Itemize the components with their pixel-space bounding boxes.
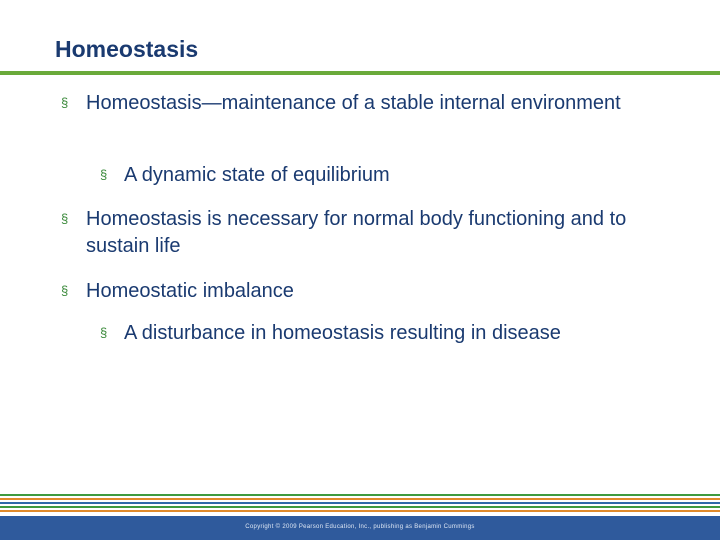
bullet-text: Homeostasis is necessary for normal body functioning and to sustain life — [86, 208, 627, 257]
footer-band — [0, 516, 720, 540]
bullet-text: Homeostasis—maintenance of a stable internal environment — [86, 92, 621, 114]
bullet-text: Homeostatic imbalance — [86, 280, 294, 302]
sub-bullet-item — [100, 320, 644, 347]
copyright-text: Copyright © 2009 Pearson Education, Inc., publishing as Benjamin Cummings — [245, 524, 475, 530]
footer-stripe — [0, 506, 720, 508]
footer-stripes — [0, 494, 720, 516]
bullet-item — [61, 90, 646, 117]
bullet-marker-icon: § — [100, 325, 108, 340]
sub-bullet-item — [100, 162, 624, 189]
bullet-text: A disturbance in homeostasis resulting in disease — [124, 322, 561, 344]
title-underline — [0, 71, 720, 75]
bullet-marker-icon: § — [61, 211, 69, 226]
bullet-text: A dynamic state of equilibrium — [124, 164, 390, 186]
footer-stripe — [0, 498, 720, 500]
slide-title: Homeostasis — [55, 36, 199, 62]
bullet-item — [61, 206, 646, 260]
bullet-marker-icon: § — [61, 95, 69, 110]
bullet-marker-icon: § — [61, 283, 69, 298]
bullet-item — [61, 278, 646, 305]
footer-stripe — [0, 510, 720, 512]
bullet-marker-icon: § — [100, 167, 108, 182]
footer-stripe — [0, 502, 720, 504]
footer-stripe — [0, 494, 720, 496]
